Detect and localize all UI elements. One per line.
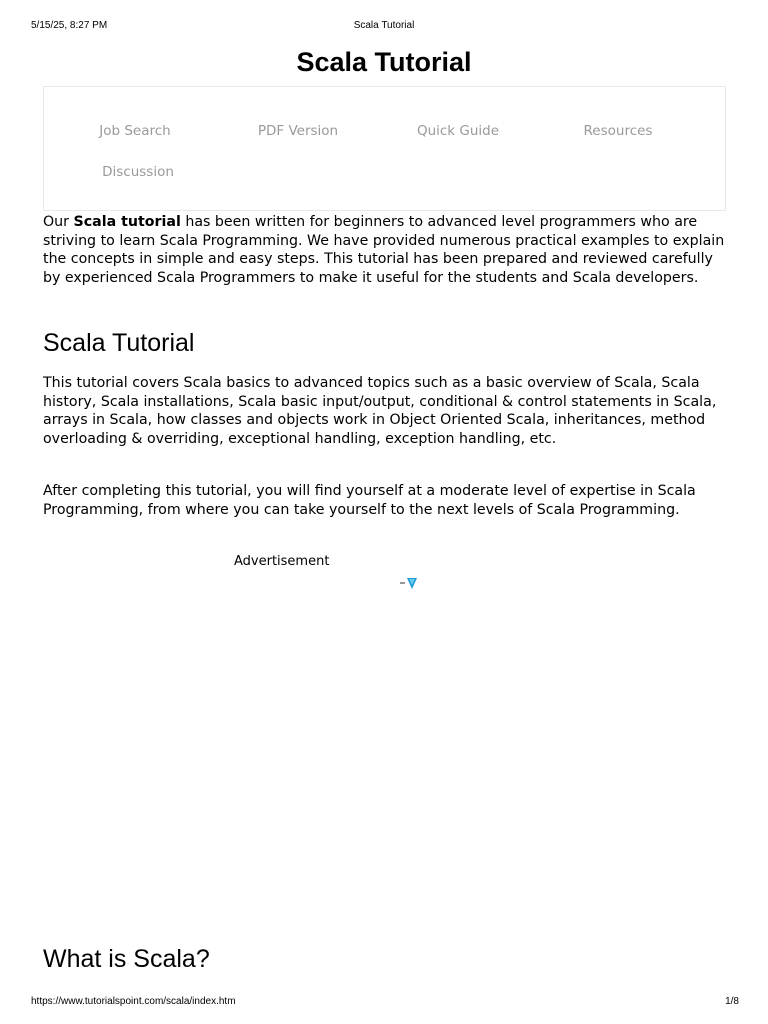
- nav-link-discussion[interactable]: Discussion: [102, 164, 174, 180]
- print-header-datetime: 5/15/25, 8:27 PM: [31, 20, 108, 31]
- ad-choices-icon[interactable]: [399, 575, 419, 589]
- nav-link-quick-guide[interactable]: Quick Guide: [416, 123, 500, 139]
- intro-bold-term: Scala tutorial: [73, 214, 181, 230]
- print-header-title: Scala Tutorial: [353, 20, 415, 31]
- intro-prefix: Our: [43, 214, 74, 230]
- tutorial-nav-bar: [43, 86, 726, 211]
- intro-rest: has been written for beginners to advanced level programmers who are striving to learn Scala Programming. We have provided numerous practical examples to explain the concepts in simple and easy steps. This tutorial has been prepared and reviewed carefully by experienced Scala Programmers to make it useful for the students and Scala developers.: [43, 214, 725, 286]
- ad-choices-icon-graphic: [399, 576, 419, 590]
- section-heading-what-is-scala: What is Scala?: [43, 945, 210, 973]
- tutorial-paragraph-2: After completing this tutorial, you will find yourself at a moderate level of expertise in Scala Programming, from where you can take yourself to the next levels of Scala Programming.: [43, 483, 696, 518]
- print-footer-url: https://www.tutorialspoint.com/scala/index.htm: [31, 996, 236, 1007]
- nav-link-pdf-version[interactable]: PDF Version: [257, 123, 339, 139]
- section-heading-scala-tutorial: Scala Tutorial: [43, 329, 195, 357]
- nav-link-resources[interactable]: Resources: [583, 123, 653, 139]
- nav-link-job-search[interactable]: Job Search: [99, 123, 171, 139]
- advertisement-label: Advertisement: [234, 554, 330, 569]
- tutorial-paragraph-1: This tutorial covers Scala basics to advanced topics such as a basic overview of Scala, Scala history, Scala installations, Scala basic input/output, conditional & control statements in Scala, arrays in Scala, how classes and objects work in Object Oriented Scala, inheritances, method overloading & overriding, exceptional handling, exception handling, etc.: [43, 375, 717, 447]
- intro-paragraph: [43, 213, 733, 287]
- page-title: Scala Tutorial: [296, 47, 472, 77]
- print-footer-page-number: 1/8: [725, 996, 739, 1007]
